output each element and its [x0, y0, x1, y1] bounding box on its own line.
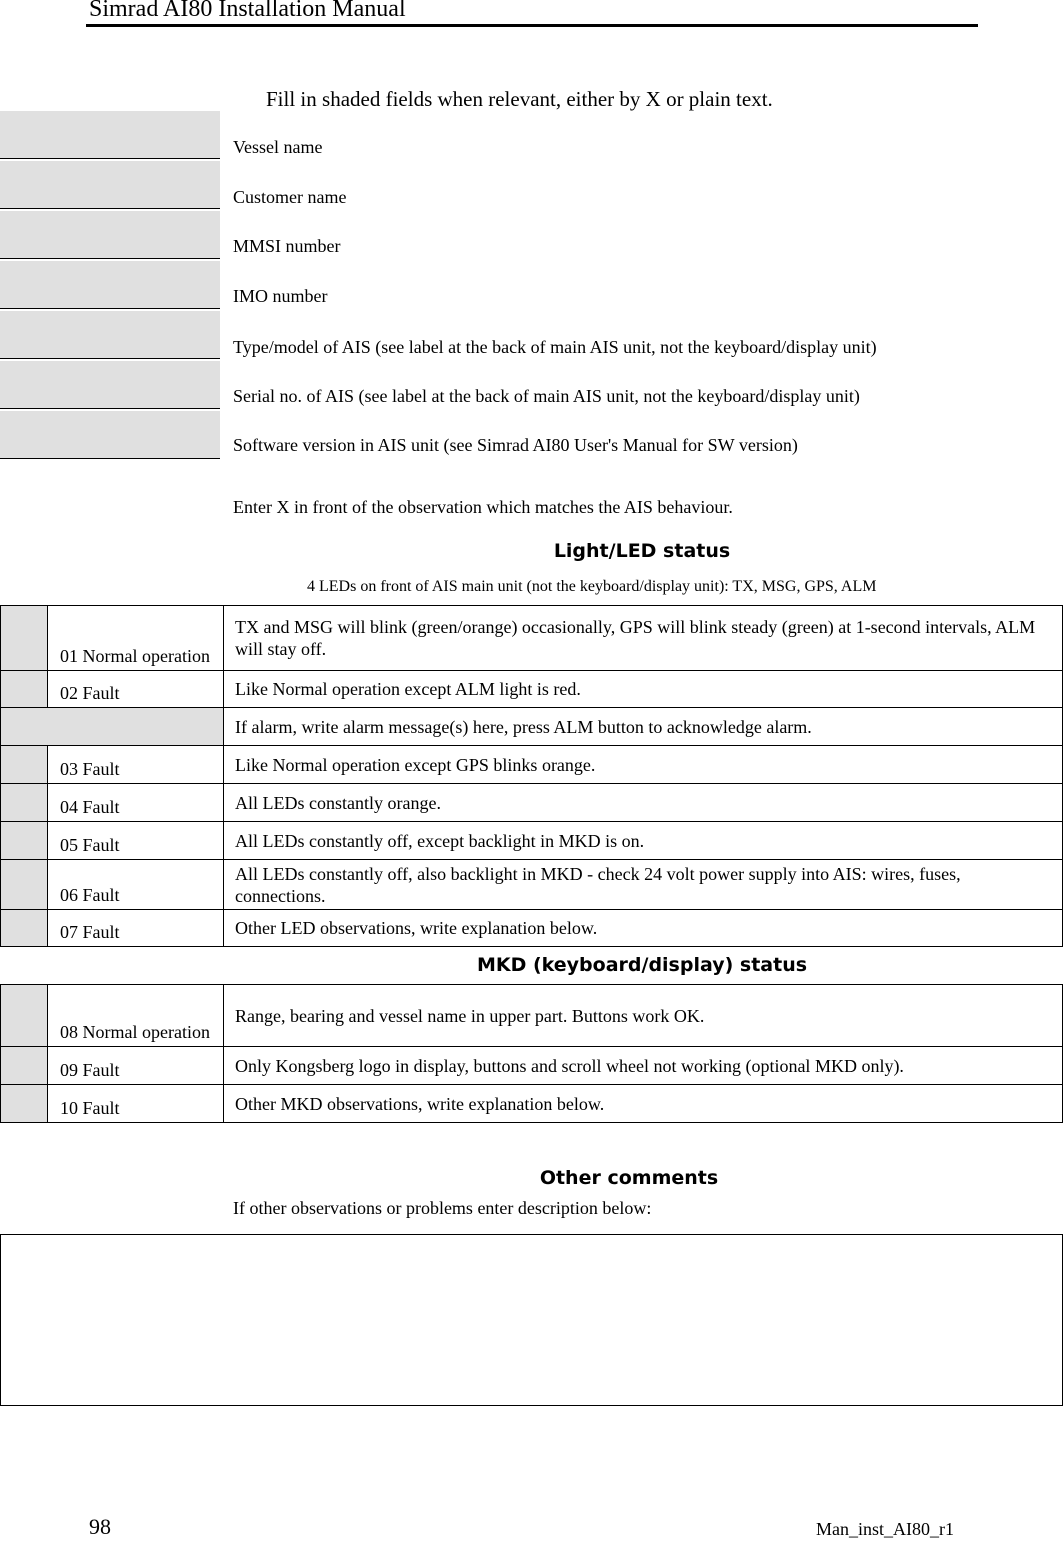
table-row — [0, 984, 1063, 1047]
observation-description: TX and MSG will blink (green/orange) occasionally, GPS will blink steady (green) at 1-second intervals, ALM will stay off. — [235, 617, 1036, 659]
table-row — [0, 783, 1063, 822]
imo-number-label: IMO number — [233, 286, 328, 306]
table-row — [0, 909, 1063, 947]
observation-code: 07 Fault — [48, 910, 224, 946]
intro-text: Fill in shaded fields when relevant, either by X or plain text. — [266, 87, 773, 111]
observation-description: If alarm, write alarm message(s) here, press ALM button to acknowledge alarm. — [235, 716, 812, 737]
customer-name-input[interactable] — [0, 161, 220, 209]
table-row — [0, 859, 1063, 910]
software-version-label: Software version in AIS unit (see Simrad AI80 User's Manual for SW version) — [233, 435, 798, 455]
ais-serial-input[interactable] — [0, 361, 220, 409]
observation-code: 04 Fault — [48, 784, 224, 821]
observation-checkbox-10[interactable] — [1, 1085, 48, 1122]
page-number: 98 — [89, 1514, 111, 1539]
software-version-input[interactable] — [0, 411, 220, 459]
table-row — [0, 1084, 1063, 1123]
mmsi-number-label: MMSI number — [233, 236, 341, 256]
observation-description: Only Kongsberg logo in display, buttons and scroll wheel not working (optional MKD only). — [235, 1055, 904, 1076]
document-id: Man_inst_AI80_r1 — [816, 1519, 954, 1539]
observation-description: All LEDs constantly orange. — [235, 792, 441, 813]
observation-checkbox-07[interactable] — [1, 910, 48, 946]
alarm-message-input[interactable] — [1, 708, 224, 745]
ais-serial-label: Serial no. of AIS (see label at the back of main AIS unit, not the keyboard/display unit) — [233, 386, 860, 406]
observation-checkbox-09[interactable] — [1, 1047, 48, 1084]
table-row — [0, 745, 1063, 784]
observation-description: All LEDs constantly off, except backlight in MKD is on. — [235, 830, 645, 851]
page-header-title: Simrad AI80 Installation Manual — [89, 0, 406, 22]
observation-code: 09 Fault — [48, 1047, 224, 1084]
imo-number-input[interactable] — [0, 261, 220, 309]
other-comments-title: Other comments — [539, 1167, 719, 1189]
observation-checkbox-06[interactable] — [1, 860, 48, 909]
ais-type-model-input[interactable] — [0, 311, 220, 359]
observation-description: All LEDs constantly off, also backlight in MKD - check 24 volt power supply into AIS: wires, fuses, connections. — [235, 863, 961, 906]
table-row — [0, 670, 1063, 708]
led-status-subtitle: 4 LEDs on front of AIS main unit (not the keyboard/display unit): TX, MSG, GPS, ALM — [307, 578, 877, 595]
table-row — [0, 821, 1063, 860]
observation-description: Other MKD observations, write explanation below. — [235, 1093, 605, 1114]
observation-checkbox-02[interactable] — [1, 671, 48, 707]
observation-description: Other LED observations, write explanation below. — [235, 918, 598, 938]
observation-description: Like Normal operation except ALM light is red. — [235, 679, 581, 699]
observation-code: 03 Fault — [48, 746, 224, 783]
ais-type-model-label: Type/model of AIS (see label at the back of main AIS unit, not the keyboard/display unit) — [233, 337, 877, 357]
comments-textarea[interactable] — [0, 1234, 1063, 1406]
observation-code: 05 Fault — [48, 822, 224, 859]
observation-checkbox-08[interactable] — [1, 985, 48, 1046]
other-comments-instruction: If other observations or problems enter description below: — [233, 1198, 652, 1218]
led-status-title: Light/LED status — [553, 540, 731, 562]
observation-code: 06 Fault — [48, 860, 224, 909]
observation-checkbox-04[interactable] — [1, 784, 48, 821]
mmsi-number-input[interactable] — [0, 211, 220, 259]
observation-description: Like Normal operation except GPS blinks orange. — [235, 754, 596, 775]
header-rule — [86, 24, 978, 27]
table-row — [0, 707, 1063, 746]
observation-code: 02 Fault — [48, 671, 224, 707]
mkd-status-title: MKD (keyboard/display) status — [476, 954, 808, 976]
observation-code: 01 Normal operation — [48, 606, 224, 670]
vessel-name-input[interactable] — [0, 111, 220, 159]
table-row — [0, 605, 1063, 671]
observation-description: Range, bearing and vessel name in upper part. Buttons work OK. — [235, 1005, 705, 1026]
vessel-name-label: Vessel name — [233, 137, 323, 157]
observation-checkbox-05[interactable] — [1, 822, 48, 859]
customer-name-label: Customer name — [233, 187, 347, 207]
table-row — [0, 1046, 1063, 1085]
observation-instruction: Enter X in front of the observation which matches the AIS behaviour. — [233, 497, 733, 517]
observation-checkbox-03[interactable] — [1, 746, 48, 783]
observation-checkbox-01[interactable] — [1, 606, 48, 670]
observation-code: 08 Normal operation — [48, 985, 224, 1046]
observation-code: 10 Fault — [48, 1085, 224, 1122]
